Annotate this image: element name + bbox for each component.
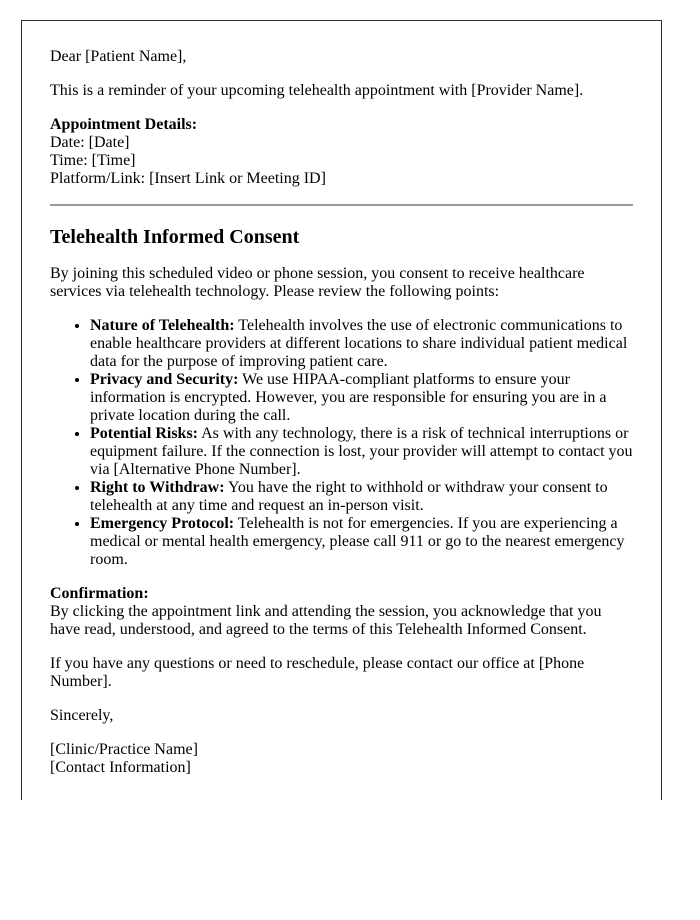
consent-points-list bbox=[50, 317, 633, 569]
point-text: You have the right to withhold or withdraw your consent to telehealth at any time and request an in-person visit. bbox=[90, 479, 608, 514]
list-item bbox=[90, 371, 633, 425]
closing bbox=[50, 707, 633, 725]
list-item bbox=[90, 317, 633, 371]
point-text: We use HIPAA-compliant platforms to ensure your information is encrypted. However, you are responsible for ensuring you are in a private location during the call. bbox=[90, 371, 607, 424]
consent-intro-text: By joining this scheduled video or phone session, you consent to receive healthcare services via telehealth technology. Please review the following points: bbox=[50, 265, 585, 300]
questions-paragraph bbox=[50, 655, 633, 691]
appointment-heading: Appointment Details: bbox=[50, 116, 198, 133]
reminder-paragraph bbox=[50, 82, 633, 100]
section-divider bbox=[50, 204, 633, 206]
list-item bbox=[90, 515, 633, 569]
signature-clinic-name: [Clinic/Practice Name] bbox=[50, 741, 198, 758]
consent-title: Telehealth Informed Consent bbox=[50, 226, 300, 248]
point-label: Nature of Telehealth: bbox=[90, 317, 235, 334]
letter-document bbox=[21, 20, 662, 800]
point-label: Emergency Protocol: bbox=[90, 515, 235, 532]
point-label: Right to Withdraw: bbox=[90, 479, 225, 496]
closing-text: Sincerely, bbox=[50, 707, 114, 724]
confirmation-paragraph bbox=[50, 585, 633, 639]
point-label: Potential Risks: bbox=[90, 425, 198, 442]
questions-text: If you have any questions or need to reschedule, please contact our office at [Phone Number]. bbox=[50, 655, 585, 690]
appointment-details bbox=[50, 116, 633, 188]
point-text: As with any technology, there is a risk of technical interruptions or equipment failure. If the connection is lost, your provider will attempt to contact you via [Alternative Phone Number]. bbox=[90, 425, 633, 478]
greeting-text: Dear [Patient Name], bbox=[50, 48, 187, 65]
appointment-date: Date: [Date] bbox=[50, 134, 130, 151]
point-label: Privacy and Security: bbox=[90, 371, 239, 388]
confirmation-label: Confirmation: bbox=[50, 585, 149, 602]
signature-contact-info: [Contact Information] bbox=[50, 759, 191, 776]
list-item bbox=[90, 479, 633, 515]
reminder-text: This is a reminder of your upcoming telehealth appointment with [Provider Name]. bbox=[50, 82, 584, 99]
point-text: Telehealth is not for emergencies. If you are experiencing a medical or mental health emergency, please call 911 or go to the nearest emergency room. bbox=[90, 515, 625, 568]
confirmation-text: By clicking the appointment link and attending the session, you acknowledge that you have read, understood, and agreed to the terms of this Telehealth Informed Consent. bbox=[50, 603, 602, 638]
appointment-platform-link: Platform/Link: [Insert Link or Meeting ID] bbox=[50, 170, 326, 187]
greeting bbox=[50, 48, 633, 66]
point-text: Telehealth involves the use of electronic communications to enable healthcare providers at different locations to share individual patient medical data for the purpose of improving patient care. bbox=[90, 317, 628, 370]
appointment-time: Time: [Time] bbox=[50, 152, 136, 169]
consent-intro bbox=[50, 265, 633, 301]
list-item bbox=[90, 425, 633, 479]
signature-block bbox=[50, 741, 633, 777]
